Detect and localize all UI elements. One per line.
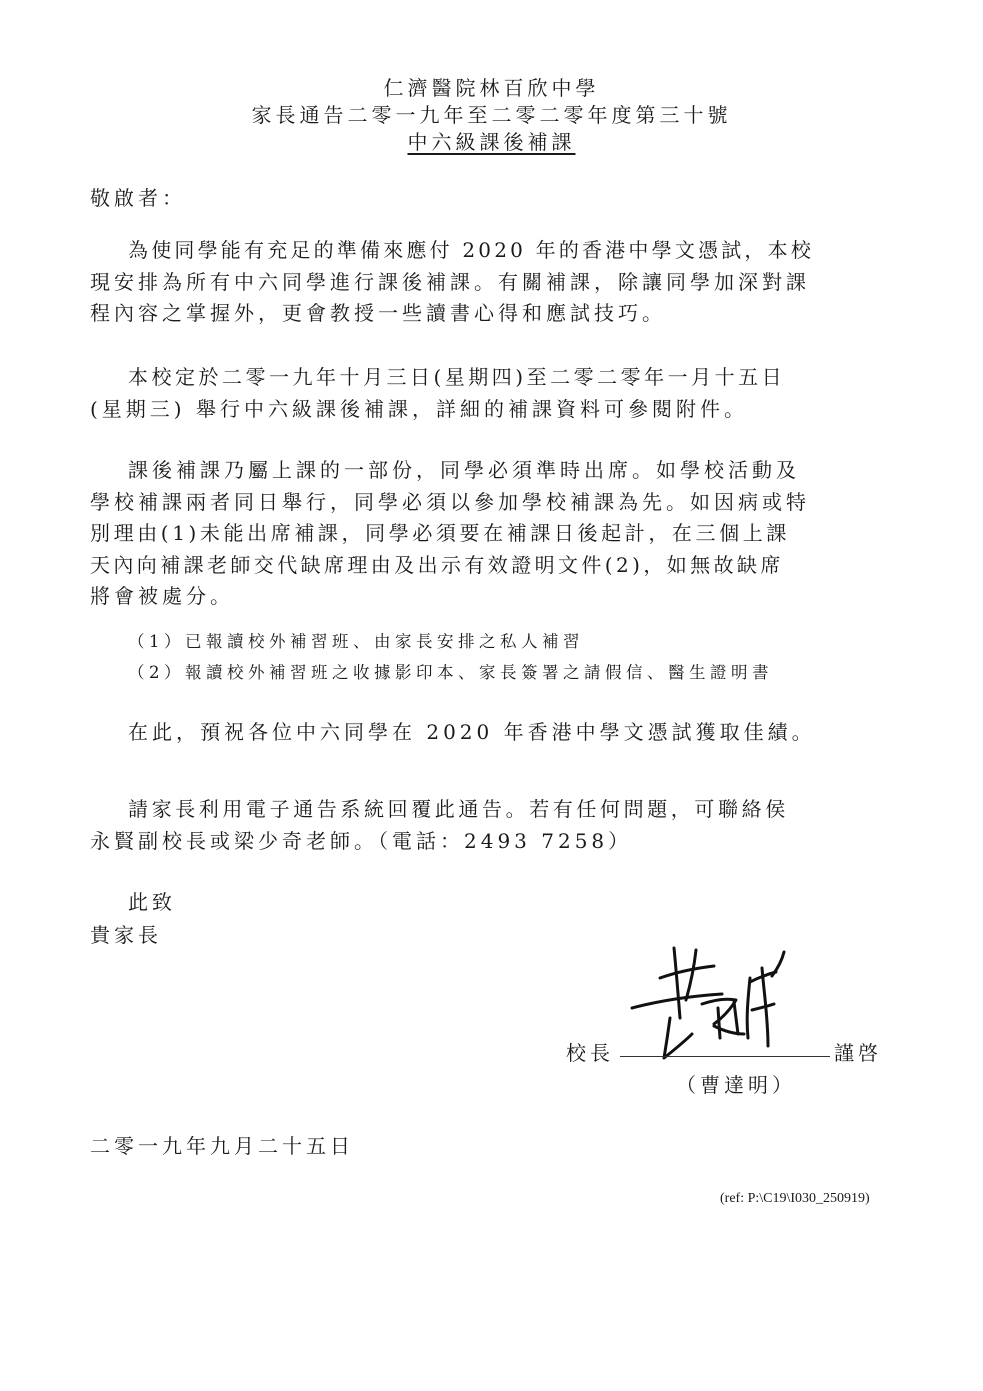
notice-date: 二零一九年九月二十五日 (90, 1134, 354, 1158)
closing-recipient: 貴家長 (90, 923, 162, 947)
para3-line5: 將會被處分。 (90, 584, 234, 608)
notice-subject: 中六級課後補課 (407, 130, 576, 154)
para2-line2: (星期三) 舉行中六級課後補課，詳細的補課資料可參閱附件。 (90, 397, 748, 421)
wish-line: 在此，預祝各位中六同學在 2020 年香港中學文憑試獲取佳績。 (128, 720, 816, 744)
notice-number: 家長通告二零一九年至二零二零年度第三十號 (251, 103, 732, 127)
salutation: 敬啟者： (90, 186, 186, 210)
note-2: （2）報讀校外補習班之收據影印本、家長簽署之請假信、醫生證明書 (128, 663, 773, 682)
reference-code: (ref: P:\C19\I030_250919) (720, 1191, 870, 1206)
signature-title: 校長 (566, 1041, 614, 1065)
reply-line2: 永賢副校長或梁少奇老師。（電話：2493 7258） (90, 829, 633, 853)
note-1: （1）已報讀校外補習班、由家長安排之私人補習 (128, 632, 584, 651)
para3-line3: 別理由(1)未能出席補課，同學必須要在補課日後起計，在三個上課 (90, 521, 790, 545)
para3-line4: 天內向補課老師交代缺席理由及出示有效證明文件(2)，如無故缺席 (90, 553, 784, 577)
principal-name: （曹達明） (676, 1073, 796, 1097)
para3-line1: 課後補課乃屬上課的一部份，同學必須準時出席。如學校活動及 (128, 458, 800, 482)
closing-ci-zhi: 此致 (128, 890, 176, 914)
para1-line1: 為使同學能有充足的準備來應付 2020 年的香港中學文憑試，本校 (128, 238, 815, 262)
principal-signature (622, 938, 822, 1078)
para3-line2: 學校補課兩者同日舉行，同學必須以參加學校補課為先。如因病或特 (90, 490, 810, 514)
school-name: 仁濟醫院林百欣中學 (383, 76, 600, 100)
para1-line3: 程內容之掌握外，更會教授一些讀書心得和應試技巧。 (90, 301, 666, 325)
para2-line1: 本校定於二零一九年十月三日(星期四)至二零二零年一月十五日 (128, 365, 786, 389)
signature-line (620, 1056, 830, 1057)
para1-line2: 現安排為所有中六同學進行課後補課。有關補課，除讓同學加深對課 (90, 270, 810, 294)
reply-line1: 請家長利用電子通告系統回覆此通告。若有任何問題，可聯絡侯 (128, 797, 789, 821)
signature-suffix: 謹啓 (834, 1041, 882, 1065)
